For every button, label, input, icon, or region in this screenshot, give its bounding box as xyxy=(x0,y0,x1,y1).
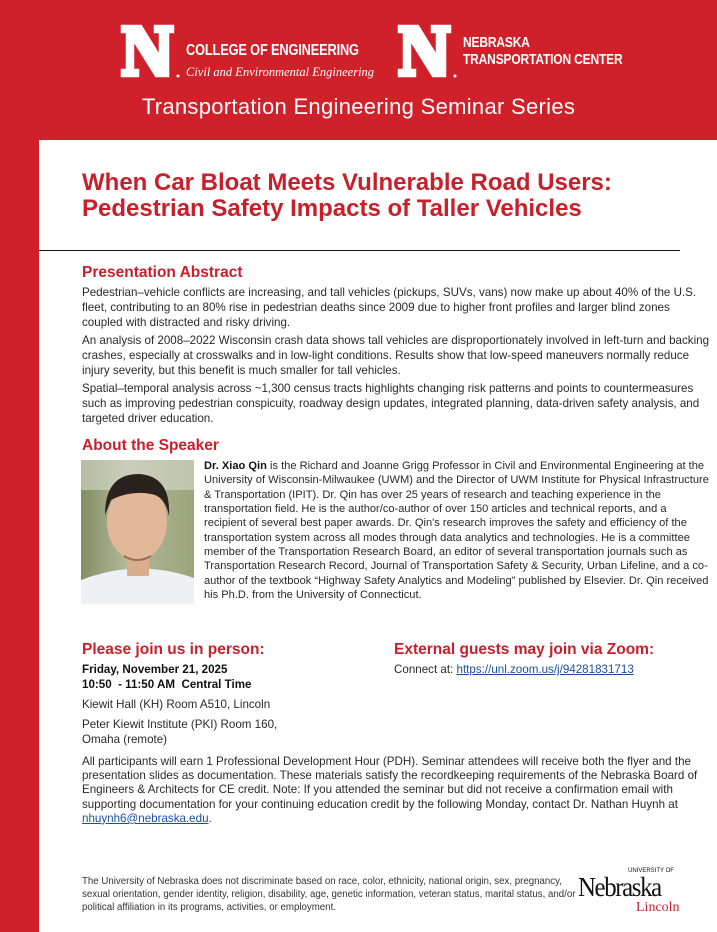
event-time: 10:50 - 11:50 AM Central Time xyxy=(82,678,252,691)
speaker-photo xyxy=(81,460,194,604)
left-red-border xyxy=(0,0,39,932)
title-line-2: Pedestrian Safety Impacts of Taller Vehicles xyxy=(82,195,582,222)
zoom-heading: External guests may join via Zoom: xyxy=(394,641,655,658)
speaker-bio-text: is the Richard and Joanne Grigg Professor in Civil and Environmental Engineering at the University of Wisconsin-Milwaukee (UWM) and the Director of UWM Institute for Physical Infrastructure & Transportation (IPIT). Dr. Qin has over 25 years of research and teaching experience in the transportation field. He is the author/co-author of over 150 articles and technical reports, and a recipient of several best paper awards. Dr. Qin's research improves the safety and efficiency of the transportation system across all modes through data analytics and technologies. He is a committee member of the Transportation Research Board, an editor of several transportation journals such as Transportation Research Record, Journal of Transportation Safety & Security, Urban Lifeline, and a co-author of the textbook “Highway Safety Analytics and Modeling” published by Elsevier. Dr. Qin received his Ph.D. from the University of Connecticut. xyxy=(204,460,709,602)
abstract-heading: Presentation Abstract xyxy=(82,264,243,281)
location-omaha-note: Omaha (remote) xyxy=(82,733,168,746)
abstract-section xyxy=(82,264,712,426)
zoom-prefix: Connect at: xyxy=(394,663,457,676)
speaker-name: Dr. Xiao Qin xyxy=(204,460,267,472)
abstract-paragraph: An analysis of 2008–2022 Wisconsin crash data shows tall vehicles are disproportionately involved in left-turn and backing crashes, especially at crosswalks and in low-light conditions. Results show that low-speed maneuvers normally reduce injury severity, but this benefit is much smaller for tall vehicles. xyxy=(82,334,710,377)
pdh-text: All participants will earn 1 Professional Development Hour (PDH). Seminar attendees will receive both the flyer and the presentation slides as documentation. These materials satisfy the recordkeeping requirements of the Nebraska Board of Engineers & Architects for CE credit. Note: If you attended the seminar but did not receive a confirmation email with supporting documentation for your continuing education credit by the following Monday, contact Dr. Nathan Huynh at xyxy=(82,755,698,811)
event-date: Friday, November 21, 2025 xyxy=(82,663,228,676)
unl-logo-sub: Lincoln xyxy=(636,900,680,915)
seminar-series-title: Transportation Engineering Seminar Series xyxy=(141,94,576,119)
civil-environmental-text: Civil and Environmental Engineering xyxy=(186,65,375,79)
ntc-text-line1: NEBRASKA xyxy=(463,34,530,51)
location-lincoln: Kiewit Hall (KH) Room A510, Lincoln xyxy=(82,698,271,711)
pdh-end: . xyxy=(208,811,212,825)
divider xyxy=(39,250,680,251)
ntc-text-line2: TRANSPORTATION CENTER xyxy=(463,51,623,68)
abstract-paragraph: Pedestrian–vehicle conflicts are increasing, and tall vehicles (pickups, SUVs, vans) now make up about 40% of the U.S. fleet, contributing to an 80% rise in pedestrian deaths since 2009 due to higher front profiles and larger blind zones coupled with distracted and risky driving. xyxy=(82,286,697,329)
zoom-section xyxy=(394,641,714,677)
in-person-section xyxy=(82,641,382,747)
unl-logo xyxy=(578,866,688,918)
location-omaha: Peter Kiewit Institute (PKI) Room 160, xyxy=(82,718,278,731)
speaker-bio xyxy=(204,459,709,602)
page-title xyxy=(82,170,702,222)
nebraska-n-logo-icon xyxy=(395,22,459,80)
pdh-paragraph xyxy=(82,755,712,826)
in-person-heading: Please join us in person: xyxy=(82,641,265,658)
college-of-engineering-text: COLLEGE OF ENGINEERING xyxy=(186,42,359,59)
nebraska-n-logo-icon xyxy=(118,22,182,80)
abstract-paragraph: Spatial–temporal analysis across ~1,300 census tracts highlights changing risk patterns and points to countermeasures such as improving pedestrian conspicuity, roadway design updates, integrated planning, data-driven safety analysis, and targeted driver education. xyxy=(82,382,700,425)
nondiscrimination-statement: The University of Nebraska does not discriminate based on race, color, ethnicity, national origin, sex, pregnancy, sexual orientation, gender identity, religion, disability, age, genetic information, veteran status, marital status, and/or political affiliation in its programs, activities, or employment. xyxy=(82,876,576,913)
contact-email-link[interactable]: nhuynh6@nebraska.edu xyxy=(82,811,209,825)
unl-logo-main: Nebraska xyxy=(578,872,661,902)
zoom-link[interactable]: https://unl.zoom.us/j/94281831713 xyxy=(456,663,634,676)
unl-logo-top: UNIVERSITY OF xyxy=(628,868,674,874)
speaker-heading: About the Speaker xyxy=(82,437,219,454)
title-line-1: When Car Bloat Meets Vulnerable Road Users: xyxy=(82,169,612,196)
